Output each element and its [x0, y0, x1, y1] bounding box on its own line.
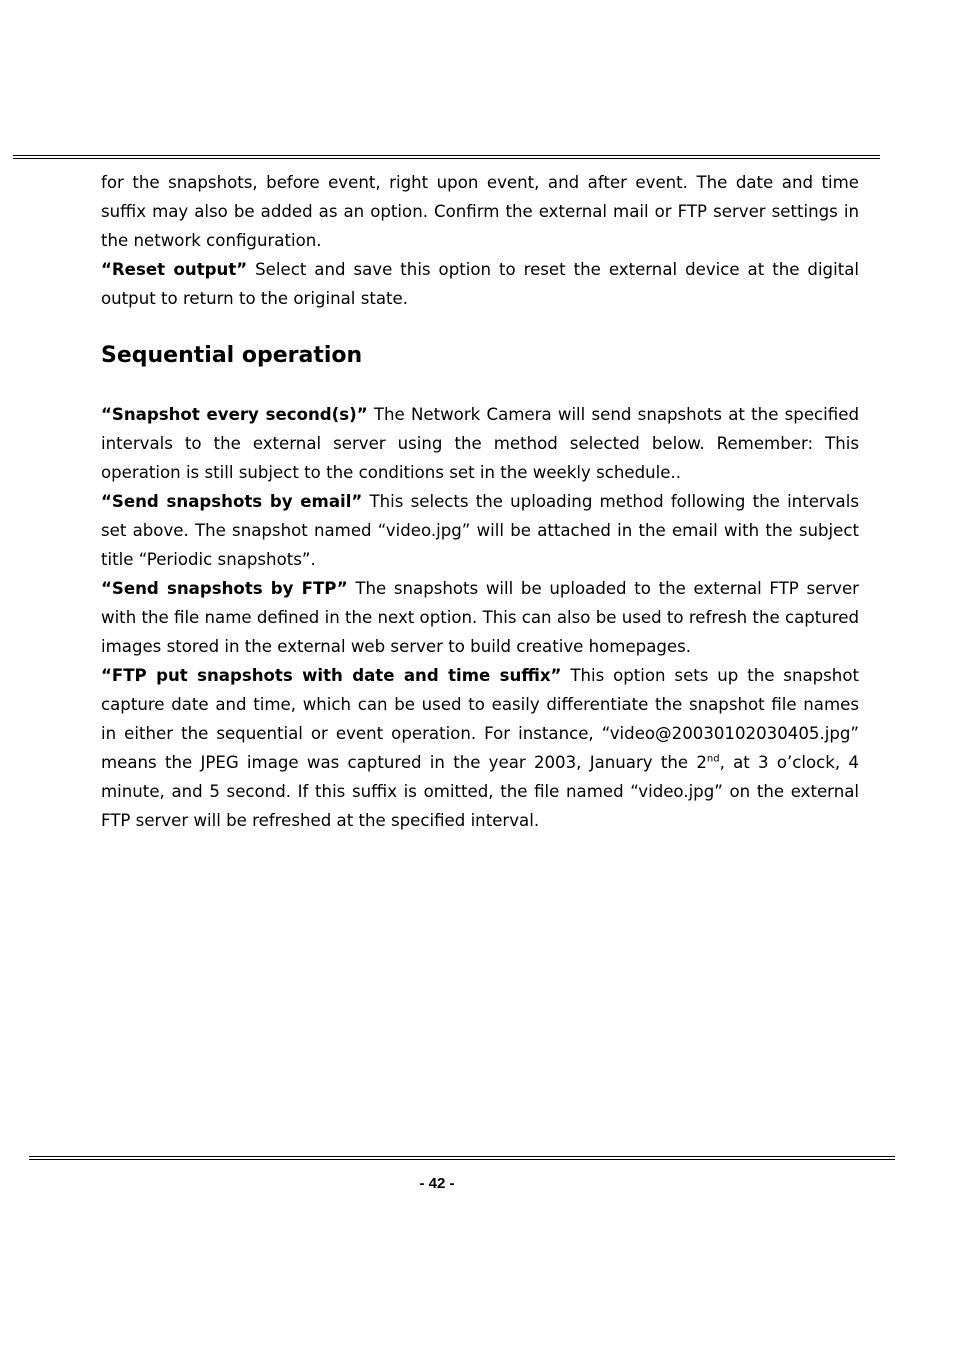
- reset-output-text: Select and save this option to reset the external device at the digital output to return to the original state.: [101, 260, 859, 308]
- ftp-suffix-term: “FTP put snapshots with date and time suffix”: [101, 666, 562, 685]
- snapshot-every-term: “Snapshot every second(s)”: [101, 405, 368, 424]
- send-email-term: “Send snapshots by email”: [101, 492, 363, 511]
- send-email-text: This selects the uploading method following the intervals set above. The snapshot named “video.jpg” will be attached in the email with the subject title “Periodic snapshots”.: [101, 492, 859, 569]
- ordinal-suffix: nd: [706, 753, 720, 765]
- send-ftp-text: The snapshots will be uploaded to the external FTP server with the file name defined in the next option. This can also be used to refresh the captured images stored in the external web server to build creative homepages.: [101, 579, 859, 656]
- send-ftp-term: “Send snapshots by FTP”: [101, 579, 348, 598]
- intro-paragraph: [101, 168, 859, 255]
- ftp-suffix-paragraph: [101, 661, 859, 835]
- ftp-suffix-text-after: , at 3 o’clock, 4 minute, and 5 second. If this suffix is omitted, the file named “video.jpg” on the external FTP server will be refreshed at the specified interval.: [101, 753, 859, 830]
- header-rule: [13, 155, 880, 159]
- reset-output-paragraph: [101, 255, 859, 313]
- send-ftp-paragraph: [101, 574, 859, 661]
- ftp-suffix-text-before: This option sets up the snapshot capture date and time, which can be used to easily differentiate the snapshot file names in either the sequential or event operation. For instance, “video@20030102030405.jpg” means the JPEG image was captured in the year 2003, January the 2: [101, 666, 859, 772]
- section-heading: Sequential operation: [101, 343, 363, 368]
- page-content: [101, 168, 859, 835]
- snapshot-every-paragraph: [101, 400, 859, 487]
- send-email-paragraph: [101, 487, 859, 574]
- page-number: - 42 -: [419, 1175, 455, 1192]
- snapshot-every-text: The Network Camera will send snapshots at the specified intervals to the external server using the method selected below. Remember: This operation is still subject to the conditions set in the weekly schedule..: [101, 405, 859, 482]
- footer-rule: [29, 1156, 895, 1160]
- intro-text: for the snapshots, before event, right upon event, and after event. The date and time suffix may also be added as an option. Confirm the external mail or FTP server settings in the network configuration.: [101, 173, 859, 250]
- reset-output-term: “Reset output”: [101, 260, 248, 279]
